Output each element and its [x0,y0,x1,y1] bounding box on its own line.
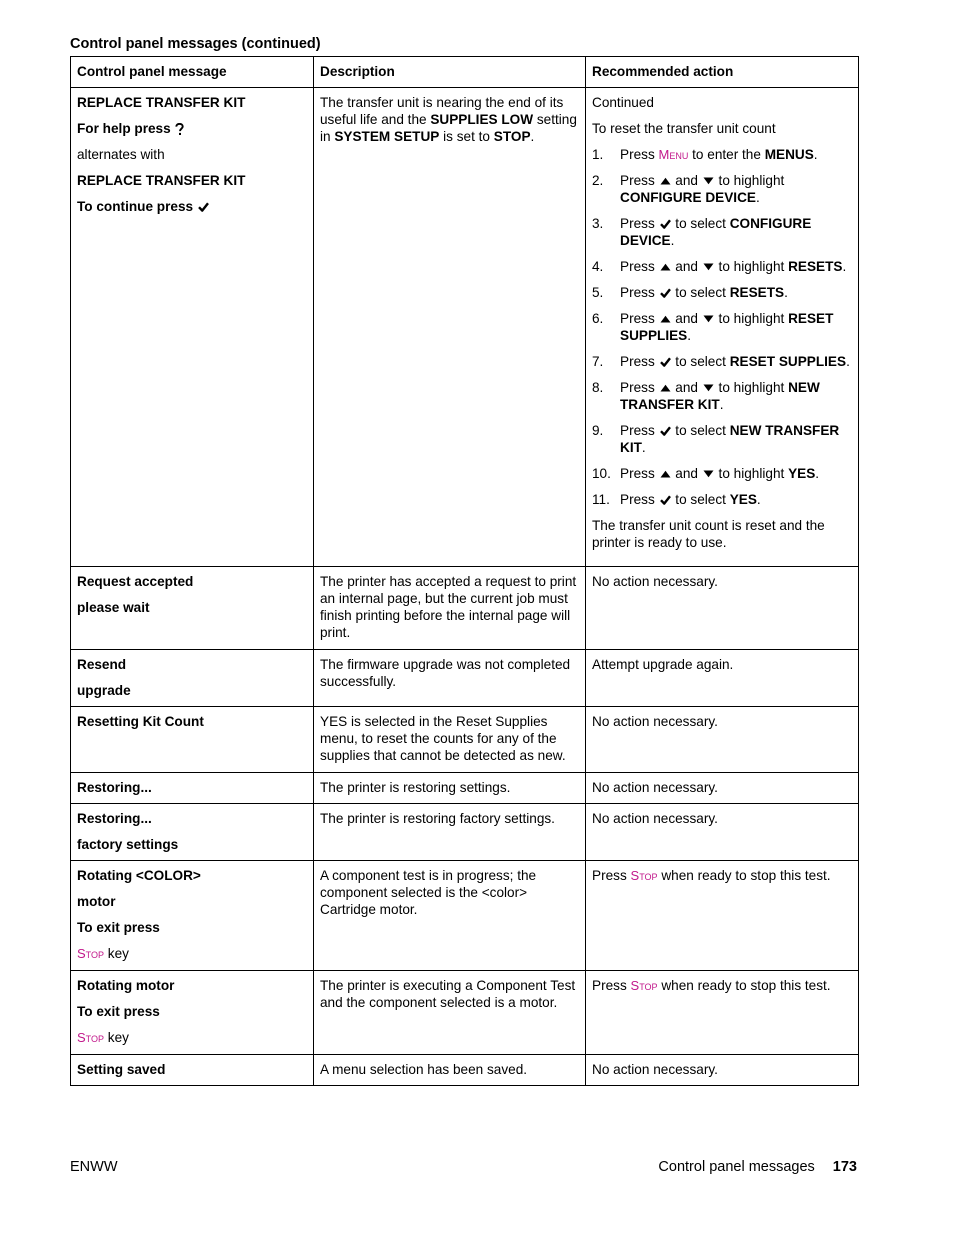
stop-key: Stop [77,1030,105,1045]
stop-key: Stop [77,946,105,961]
table-caption: Control panel messages (continued) [70,36,321,52]
stop-key: Stop [630,868,658,883]
table-row [71,707,859,773]
step-item: 6. Press and to highlight RESET SUPPLIES. [592,311,834,343]
up-arrow-icon [660,315,671,323]
message-cell [71,773,314,804]
description-cell: The firmware upgrade was not completed successfully. [314,650,586,707]
step-item: 9. Press to select NEW TRANSFER KIT. [592,423,840,455]
message-line: Restoring... [77,811,152,826]
step-item: 5. Press to select RESETS. [592,285,788,300]
procedure-outro: The transfer unit count is reset and the printer is ready to use. [592,518,825,550]
message-cell [71,650,314,707]
action-cell: Press Stop when ready to stop this test. [586,861,859,971]
message-cell [71,1055,314,1086]
procedure-steps [592,146,852,508]
action-cell: Attempt upgrade again. [586,650,859,707]
message-cell [71,971,314,1055]
table-row [71,567,859,650]
message-line: Resetting Kit Count [77,714,204,729]
step-item: 11. Press to select YES. [592,492,761,507]
message-line: To exit press [77,1004,160,1019]
message-line: please wait [77,600,150,615]
action-cell: No action necessary. [586,804,859,861]
control-panel-messages-table [70,56,859,1086]
step-item: 2. Press and to highlight CONFIGURE DEVICE. [592,173,785,205]
stop-key: Stop [630,978,658,993]
header-description: Description [314,57,586,88]
message-cell [71,707,314,773]
step-item: 10. Press and to highlight YES. [592,466,820,481]
step-item: 3. Press to select CONFIGURE DEVICE. [592,216,812,248]
message-cell [71,861,314,971]
message-line: Stop key [77,946,129,961]
description-cell: The printer has accepted a request to print an internal page, but the current job must finish printing before the internal page will print. [314,567,586,650]
message-cell [71,804,314,861]
step-item: 8. Press and to highlight NEW TRANSFER KIT. [592,380,820,412]
message-line: Resend [77,657,127,672]
checkmark-icon [660,426,671,436]
message-line: motor [77,894,116,909]
description-cell: A menu selection has been saved. [314,1055,586,1086]
action-cell: No action necessary. [586,567,859,650]
table-row [71,1055,859,1086]
description-cell: The transfer unit is nearing the end of its useful life and the SUPPLIES LOW setting in SYSTEM SETUP is set to STOP. [314,88,586,567]
message-line: REPLACE TRANSFER KIT [77,173,246,188]
description-cell: The printer is restoring factory settings. [314,804,586,861]
description-cell: YES is selected in the Reset Supplies menu, to reset the counts for any of the supplies that cannot be detected as new. [314,707,586,773]
message-line: For help press [77,120,307,137]
message-line: REPLACE TRANSFER KIT [77,95,246,110]
action-cell [586,88,859,567]
header-recommended-action: Recommended action [586,57,859,88]
checkmark-icon [660,357,671,367]
action-cell: Press Stop when ready to stop this test. [586,971,859,1055]
down-arrow-icon [703,384,714,392]
message-cell [71,567,314,650]
checkmark-icon [198,202,209,212]
action-cell: No action necessary. [586,1055,859,1086]
step-item: 7. Press to select RESET SUPPLIES. [592,354,850,369]
checkmark-icon [660,219,671,229]
table-row [71,804,859,861]
message-line: To continue press [77,198,307,215]
down-arrow-icon [703,177,714,185]
message-line: alternates with [77,147,165,162]
down-arrow-icon [703,263,714,271]
page-number: 173 [832,1159,857,1175]
table-row [71,650,859,707]
description-cell: A component test is in progress; the component selected is the <color> Cartridge motor. [314,861,586,971]
description-cell: The printer is executing a Component Test and the component selected is a motor. [314,971,586,1055]
message-line: Request accepted [77,574,194,589]
table-row [71,88,859,567]
action-cell: No action necessary. [586,773,859,804]
message-line: Rotating <COLOR> [77,868,201,883]
checkmark-icon [660,495,671,505]
table-header-row [71,57,859,88]
up-arrow-icon [660,263,671,271]
table-row [71,773,859,804]
checkmark-icon [660,288,671,298]
down-arrow-icon [703,470,714,478]
message-line: Restoring... [77,780,152,795]
message-cell [71,88,314,567]
footer-section-title: Control panel messages [658,1159,815,1175]
message-line: Setting saved [77,1062,166,1077]
message-line: To exit press [77,920,160,935]
up-arrow-icon [660,177,671,185]
up-arrow-icon [660,470,671,478]
down-arrow-icon [703,315,714,323]
message-line: factory settings [77,837,179,852]
footer-publisher: ENWW [70,1159,118,1175]
procedure-intro: To reset the transfer unit count [592,121,776,136]
menu-key: Menu [658,147,689,162]
up-arrow-icon [660,384,671,392]
message-line: Stop key [77,1030,129,1045]
table-row [71,971,859,1055]
step-item: 4. Press and to highlight RESETS. [592,259,847,274]
message-line: Rotating motor [77,978,175,993]
help-icon [175,123,184,136]
table-row [71,861,859,971]
footer-section [658,1159,857,1176]
message-line: upgrade [77,683,131,698]
action-cell: No action necessary. [586,707,859,773]
description-cell: The printer is restoring settings. [314,773,586,804]
step-item: 1. Press Menu to enter the MENUS. [592,147,818,162]
continued-note: Continued [592,95,654,110]
header-control-panel-message: Control panel message [71,57,314,88]
